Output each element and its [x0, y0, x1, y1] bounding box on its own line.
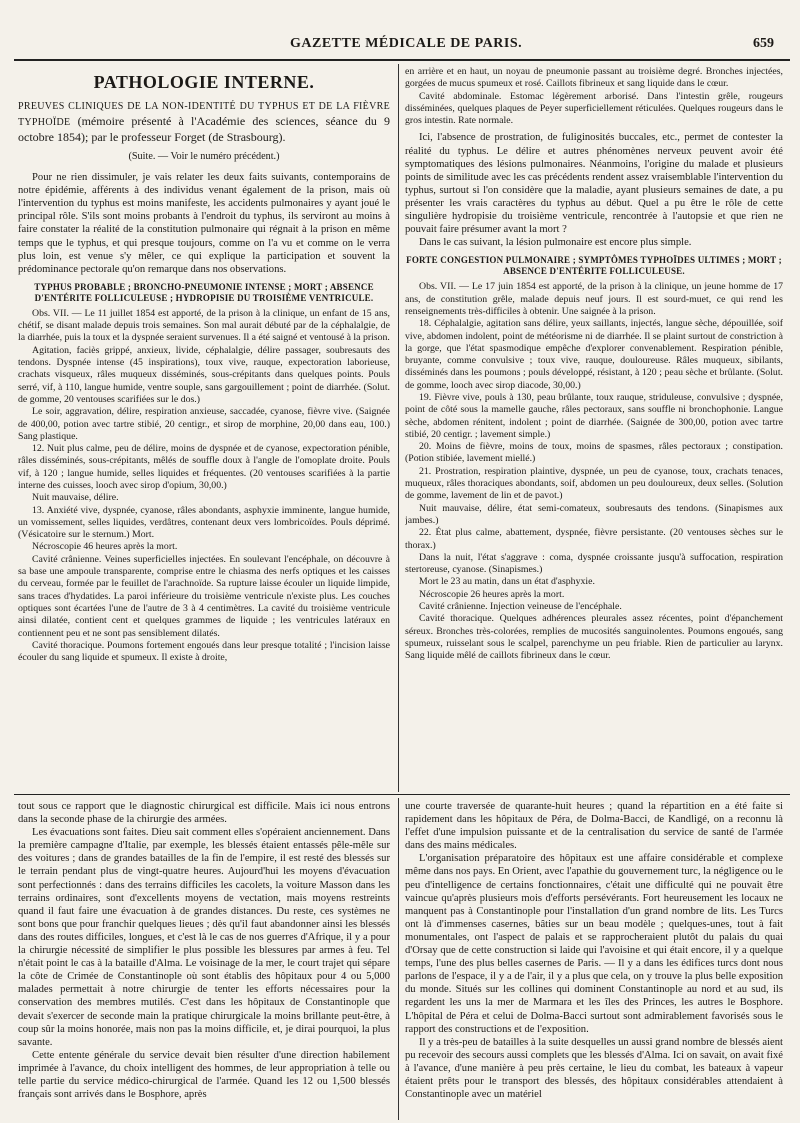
feuilleton-rule — [14, 794, 790, 795]
intro-paragraph: Pour ne rien dissimuler, je vais relater les deux faits suivants, contemporains de notre épidémie, afférents à des individus venant également de la prison, mais où l'intervention du typhus est moins manifeste, les accidents pulmonaires y ayant joué le principal rôle. S'ils sont moins probants à l'endroit du typhus, ils serviront au moins à faire constater la réalité de la constitution pulmonaire qui régnait à la prison en même temps que le typhus, et qui presque toujours, comme on l'a vu et comme on le verra plus loin, est venue s'y mêler, ce qui explique la participation et souvent la prédominance pectorale qu'on remarque dans nos observations. — [18, 172, 390, 275]
bottom-left-column — [18, 800, 390, 1118]
obs-paragraph: 20. Moins de fièvre, moins de toux, moins de spasmes, râles pectoraux ; constipation. (Potion stibiée, lavement miellé.) — [405, 441, 783, 465]
column-divider — [398, 798, 399, 1120]
obs-paragraph: 19. Fièvre vive, pouls à 130, peau brûlante, toux rauque, striduleuse, convulsive ; dyspnée, point de côté sous la mamelle gauche, râles pectoraux, sans souffle ni bronchophonie. Langue sèche, abdomen rénitent, indolent ; point de diarrhée. (Saignée de 300,00, potion avec tartre stibié, 20 centigr. ; lavement simple.) — [405, 392, 783, 440]
journal-title: GAZETTE MÉDICALE DE PARIS. — [290, 36, 523, 51]
obs-paragraph: 22. État plus calme, abattement, dyspnée, fièvre persistante. (20 ventouses sèches sur le thorax.) — [405, 527, 783, 551]
obs-paragraph: Nécroscopie 26 heures après la mort. — [419, 588, 565, 600]
continuation-note: (Suite. — Voir le numéro précédent.) — [128, 151, 280, 162]
obs-paragraph: Dans la nuit, l'état s'aggrave : coma, dyspnée croissante jusqu'à suffocation, respiration stertoreuse, cyanose. (Sinapismes.) — [405, 551, 783, 576]
obs-paragraph: Nuit mauvaise, délire, état semi-comateux, soubresauts des tendons. (Sinapismes aux jambes.) — [405, 502, 783, 526]
obs-paragraph: 12. Nuit plus calme, peu de délire, moins de dyspnée et de cyanose, expectoration pénible, râles disséminés, sous-crépitants, mêlés de souffle doux à l'angle de l'omoplate droite. Pouls vif, à 120 ; langue humide, selles liquides et fréquentes. (20 ventouses scarifiées à la partie interne des cuisses, looch avec sirop d'opium, 30,00.) — [18, 443, 390, 491]
obs-paragraph: Le soir, aggravation, délire, respiration anxieuse, saccadée, cyanose, fièvre vive. (Saignée de 400,00, potion avec tartre stibié, 20 centigr., et sirop de morphine, 20,00 dans eau, 100.) Sang plastique. — [18, 406, 390, 442]
feuilleton-paragraph: Cette entente générale du service devait bien résulter d'une direction habilement imprimée à l'avance, du choix intelligent des hommes, de leur appropriation à telle ou telle partie du service médico-chirurgical de l'armée. Quand les 12 ou 1,500 blessés français sont arrivés dans le Bosphore, après — [18, 1049, 390, 1101]
observation-heading: FORTE CONGESTION PULMONAIRE ; SYMPTÔMES TYPHOÏDES ULTIMES ; MORT ; ABSENCE D'ENTÉRITE FOLLICULEUSE. — [406, 255, 782, 277]
obs-paragraph: 18. Céphalalgie, agitation sans délire, yeux saillants, injectés, langue sèche, dépouillée, soif vive, abdomen indolent, point de météorisme ni de diarrhée. Il se plaint surtout de constriction à la gorge, que l'état spasmodique empêche d'explorer convenablement. Respiration pénible, bruyante, comme convulsive ; toux vive, rauque, douloureuse. Râles muqueux, sibilants, disséminés dans les poumons ; pouls développé, résistant, à 120 ; peau sèche et brûlante. (Solut. de gomme, looch avec sirop diacode, 30,00.) — [405, 318, 783, 391]
top-left-column — [18, 66, 390, 788]
obs-paragraph: Cavité abdominale. Estomac légèrement arborisé. Dans l'intestin grêle, rougeurs disséminées, quelques plaques de Peyer superficiellement réticulées. Quelques rougeurs dans le gros intestin. Rate normale. — [405, 90, 783, 127]
obs-paragraph: Cavité crânienne. Veines superficielles injectées. En soulevant l'encéphale, on découvre à sa base une ampoule transparente, comprise entre le chiasma des nerfs optiques et les caisses du cerveau, formée par le feuillet de l'arachnoïde. Sa rupture laisse écouler un liquide limpide, sans traces d'hydatides. La paroi inférieure du troisième ventricule n'existe plus. Les couches optiques sont écartées l'une de l'autre de 3 à 4 centimètres. La cavité du troisième ventricule ainsi dilatée, contient cent et quelques grammes de liquide ; les ventricules latéraux en contiennent peu et ne sont pas sensiblement dilatés. — [18, 553, 390, 639]
feuilleton-paragraph: Les évacuations sont faites. Dieu sait comment elles s'opéraient anciennement. Dans la première campagne d'Italie, par exemple, les blessés étaient entassés pêle-mêle sur des voitures ; dans de grandes batailles de la fin de l'empire, il est resté des blessés sur le terrain pendant plus de vingt-quatre heures. Aujourd'hui les moyens d'évacuation sont perfectionnés : dans des terrains difficiles les cacolets, la voiture Masson dans les terrains ordinaires, sont d'excellents moyens de vectation, mais moyens restreints quand il faut faire une évacuation à de grandes distances. Du reste, ces systèmes ne sont bons que pour franchir quelques lieues ; dès qu'il faut abandonner ainsi les blessés dans des routes difficiles, longues, et c'est là le cas de nos guerres d'Afrique, il y a pour la chirurgie nécessité de simplifier le plus possible les blessures par armes à feu. Tel n'était point le cas à la bataille d'Alma. Le voisinage de la mer, le court trajet qui sépare la côte de Crimée de Constantinople où sont établis des hôpitaux pour 4 ou 5,000 malades permettait à notre chirurgie de tenter les efforts nécessaires pour la conservation des membres mutilés. C'est dans les hôpitaux de Constantinople que devait s'exercer de seconde main la pratique chirurgicale la moins brillante peut-être, à coup sûr la moins honorée, mais non pas la moins difficile, et, je dirai pourquoi, la plus savante. — [18, 827, 390, 1048]
obs-paragraph: Cavité thoracique. Poumons fortement engoués dans leur presque totalité ; l'incision laisse écouler du sang liquide et spumeux. Il existe à droite, — [18, 639, 390, 664]
observation-heading: TYPHUS PROBABLE ; BRONCHO-PNEUMONIE INTENSE ; MORT ; ABSENCE D'ENTÉRITE FOLLICULEUSE ; HYDROPISIE DU TROISIÈME VENTRICULE. — [34, 281, 374, 303]
page-number: 659 — [753, 36, 774, 51]
top-right-column — [405, 66, 783, 788]
header-rule — [14, 59, 790, 61]
commentary-paragraph: Ici, l'absence de prostration, de fuliginosités buccales, etc., permet de contester la réalité du typhus. Le délire et autres phénomènes nerveux peuvent avoir été symptomatiques des lésions pulmonaires. Néanmoins, l'origine du malade et plusieurs points de similitude avec les cas précédents rendent assez vraisemblable l'intervention du typhus, surtout si l'on considère que la maladie, ayant plusieurs semaines de date, a pu présenter les vrais caractères du typhus au début. Quel a pu être le rôle de cette singulière hydropisie du troisième ventricule, rencontrée à l'autopsie et que rien ne pouvait faire présumer avant la mort ? — [405, 132, 783, 236]
obs-paragraph: Obs. VII. — Le 17 juin 1854 est apporté, de la prison à la clinique, un jeune homme de 17 ans, de constitution grêle, malade depuis neuf jours. Il est sourd-muet, ce qui rend les renseignements très-difficiles à obtenir. Une saignée à la prison. — [405, 281, 783, 317]
article-title — [18, 98, 390, 144]
obs-paragraph: Cavité thoracique. Quelques adhérences pleurales assez récentes, point d'épanchement séreux. Bronches très-colorées, remplies de mucosités sanguinolentes. Poumons engoués, sang spumeux, ruisselant sous le scalpel, parenchyme un peu friable. Rien de particulier au larynx. Sang liquide mêlé de caillots fibrineux dans le cœur. — [405, 613, 783, 662]
obs-paragraph: Obs. VII. — Le 11 juillet 1854 est apporté, de la prison à la clinique, un enfant de 15 ans, chétif, se disant malade depuis trois semaines. Son mal aurait débuté par de la céphalalgie, de la diarrhée, puis la toux et la dyspnée seraient survenues. Il a été saigné et ventousé à la prison. — [18, 307, 390, 344]
observation-body — [405, 281, 783, 662]
obs-paragraph: Nécroscopie 46 heures après la mort. — [32, 541, 178, 553]
obs-paragraph: Nuit mauvaise, délire. — [32, 492, 119, 504]
observation-body — [18, 308, 390, 665]
obs-paragraph: Cavité crânienne. Injection veineuse de l'encéphale. — [419, 601, 622, 613]
obs-paragraph: Agitation, faciès grippé, anxieux, livide, céphalalgie, délire passager, soubresauts des tendons. Dyspnée intense (45 inspirations), toux vive, rauque, expectoration laborieuse, crachats visqueux, râles muqueux disséminés, sous-crépitants dans quelques points. Pouls serré, vif, à 110, langue humide, ventre souple, sans gargouillement ; point de diarrhée. (Solut. de gomme, 20 ventouses scarifiées sur le dos.) — [18, 344, 390, 405]
article-title-caps: PREUVES CLINIQUES DE LA NON-IDENTITÉ DU TYPHUS ET DE LA FIÈVRE TYPHOÏDE — [18, 101, 390, 128]
obs-paragraph: Mort le 23 au matin, dans un état d'asphyxie. — [419, 576, 595, 588]
bottom-right-column — [405, 800, 783, 1118]
feuilleton-paragraph: tout sous ce rapport que le diagnostic chirurgical est difficile. Mais ici nous entrons dans la seconde phase de la chirurgie des armées. — [18, 801, 390, 826]
feuilleton-paragraph: Il y a très-peu de batailles à la suite desquelles un aussi grand nombre de blessés aient pu recevoir des secours aussi complets que les blessés d'Alma. Ici on savait, on avait fixé à l'avance, d'une manière à peu près certaine, le lieu du combat, les bateaux à vapeur étaient prêts pour le transport des blessés, des hôpitaux considérables attendaient à Constantinople avec un matériel — [405, 1036, 783, 1101]
observation-continued — [405, 66, 783, 127]
obs-paragraph: 13. Anxiété vive, dyspnée, cyanose, râles abondants, asphyxie imminente, langue humide, un vomissement, selles liquides, verdâtres, contenant deux vers lombricoïdes. Pouls déprimé. (Vésicatoire sur le sternum.) Mort. — [18, 504, 390, 541]
column-divider — [398, 64, 399, 792]
obs-paragraph: 21. Prostration, respiration plaintive, dyspnée, un peu de cyanose, toux, crachats tenaces, muqueux, râles thoraciques abondants, soif, abdomen un peu douloureux, deux selles. (Solution de gomme, lavement de lin et de pavot.) — [405, 465, 783, 502]
commentary-paragraph: Dans le cas suivant, la lésion pulmonaire est encore plus simple. — [419, 237, 692, 249]
running-head — [0, 36, 800, 58]
feuilleton-paragraph: L'organisation préparatoire des hôpitaux est une affaire considérable et complexe même dans nos pays. En Orient, avec l'apathie du gouvernement turc, la négligence ou le peu d'intelligence de certains fonctionnaires, c'était une difficulté qui ne pouvait être vaincue qu'après plusieurs mois d'efforts persévérants. Fort heureusement les locaux ne manquent pas à Constantinople pour l'installation d'un grand nombre de lits. Les Turcs ont là d'immenses casernes, bâties sur un beau modèle ; quelques-unes, tout à fait monumentales, ont l'aspect de palais et se rapprocheraient plutôt du palais du quai d'Orsay que de cette construction si laide qui l'avoisine et qui était encore, il y a quelque temps, l'une des plus belles casernes de Paris. — Il y a dans les édifices turcs dont nous parlons de l'espace, il y a de l'air, il y a plus que cela, on y trouve la plus belle exposition du monde. Situés sur les collines qui dominent Constantinople au nord et au sud, ils regardent les uns la mer de Marmara et les îles des Princes, les autres le Bosphore. L'hôpital de Péra et celui de Dolma-Bacci surtout sont admirablement favorisés sous le rapport des constructions et de l'exposition. — [405, 853, 783, 1035]
feuilleton-paragraph: une courte traversée de quarante-huit heures ; quand la répartition en a été faite si rapidement dans les hôpitaux de Péra, de Dolma-Bacci, de Kandligé, on a reconnu là l'effet d'une impulsion puissante et de la centralisation du service de santé de l'armée dans des mains médicales. — [405, 801, 783, 852]
obs-paragraph: en arrière et en haut, un noyau de pneumonie passant au troisième degré. Bronches injectées, gorgées de mucus spumeux et rosé. Caillots fibrineux et sang liquide dans le cœur. — [405, 66, 783, 90]
article-title-rest: (mémoire présenté à l'Académie des sciences, séance du 9 octobre 1854); par le professeur Forget (de Strasbourg). — [18, 114, 390, 144]
section-title: PATHOLOGIE INTERNE. — [93, 72, 315, 92]
